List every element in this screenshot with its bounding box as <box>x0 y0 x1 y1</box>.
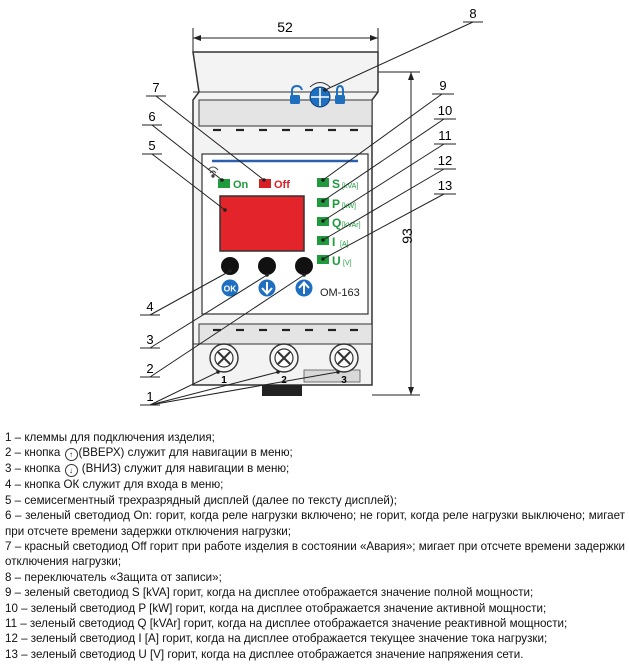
led-s-label: S <box>332 177 341 191</box>
callout-13: 13 <box>437 178 453 193</box>
callout-1: 1 <box>146 389 154 404</box>
down-button[interactable] <box>258 257 276 275</box>
led-u-label: U <box>332 254 341 268</box>
width-label: 52 <box>277 19 293 35</box>
legend-item-1: 1 – клеммы для подключения изделия; <box>5 431 215 444</box>
legend-item-3-pre: 3 – кнопка <box>5 462 64 476</box>
legend-item-6: 6 – зеленый светодиод On: горит, когда реле нагрузки включено; не горит, когда реле нагрузки выключено; мигает при отсчете времени задержки отключения нагрузки; <box>5 509 625 538</box>
callout-8: 8 <box>469 6 477 21</box>
legend-item-2-pre: 2 – кнопка <box>5 446 64 460</box>
legend-item-12: 12 – зеленый светодиод I [A] горит, когда на дисплее отображается текущее значение тока нагрузки; <box>5 632 548 646</box>
terminal-2-label: 2 <box>281 375 287 386</box>
terminal-1 <box>210 344 238 372</box>
legend-item-11: 11 – зеленый светодиод Q [kVAr] горит, когда на дисплее отображается значение реактивной мощности; <box>5 617 568 631</box>
legend-item-2-post: (ВВЕРХ) служит для навигации в меню; <box>78 446 293 460</box>
callout-3: 3 <box>146 332 154 347</box>
led-q-label: Q <box>332 216 342 230</box>
callout-9: 9 <box>439 78 447 93</box>
callout-2: 2 <box>146 361 154 376</box>
led-on-label: On <box>233 179 249 191</box>
terminal-2 <box>270 344 298 372</box>
led-q-unit: [kVAr] <box>342 222 361 229</box>
led-s-unit: [kVA] <box>342 183 359 190</box>
callout-11: 11 <box>438 128 452 143</box>
legend-item-8: 8 – переключатель «Защита от записи»; <box>5 570 222 584</box>
terminal-1-label: 1 <box>221 375 227 386</box>
led-p-unit: [kW] <box>342 203 356 210</box>
legend-item-10: 10 – зеленый светодиод P [kW] горит, когда на дисплее отображается значение активной мощности; <box>5 601 547 615</box>
legend-item-13: 13 – зеленый светодиод U [V] горит, когда на дисплее отображается значение напряжения сети. <box>5 647 524 661</box>
up-button[interactable] <box>295 257 313 275</box>
led-i-unit: [A] <box>340 241 349 248</box>
legend-item-2 <box>5 445 625 461</box>
height-label: 93 <box>399 228 415 244</box>
legend-item-3-post: (ВНИЗ) служит для навигации в меню; <box>78 462 290 476</box>
arrow-up-icon <box>296 280 313 297</box>
legend-item-4: 4 – кнопка ОК служит для входа в меню; <box>5 478 224 492</box>
callout-4: 4 <box>146 299 154 314</box>
legend-item-3 <box>5 461 625 477</box>
arrow-down-icon <box>259 280 276 297</box>
legend-item-5: 5 – семисегментный трехразрядный дисплей (далее по тексту дисплей); <box>5 493 397 507</box>
led-p-label: P <box>332 197 341 211</box>
ok-label: OK <box>223 283 237 294</box>
arrow-down-icon: ↓ <box>65 464 78 477</box>
led-u-unit: [V] <box>343 260 352 267</box>
model-label: ОМ-163 <box>320 287 360 299</box>
led-off-label: Off <box>274 179 290 191</box>
seven-segment-display <box>220 196 304 251</box>
led-i-label: I <box>332 235 336 249</box>
callout-10: 10 <box>437 103 453 118</box>
callout-5: 5 <box>148 138 156 153</box>
terminal-3-label: 3 <box>341 375 347 386</box>
led-on <box>218 179 230 188</box>
legend-item-7: 7 – красный светодиод Off горит при работе изделия в состоянии «Авария»; мигает при отсчете времени задержки отключения нагрузки; <box>5 540 625 569</box>
callout-7: 7 <box>152 80 160 95</box>
legend <box>5 430 625 662</box>
callout-6: 6 <box>148 109 156 124</box>
callout-12: 12 <box>437 153 453 168</box>
arrow-up-icon: ↑ <box>65 448 78 461</box>
terminal-3 <box>330 344 358 372</box>
legend-item-9: 9 – зеленый светодиод S [kVA] горит, когда на дисплее отображается значение полной мощности; <box>5 586 534 600</box>
